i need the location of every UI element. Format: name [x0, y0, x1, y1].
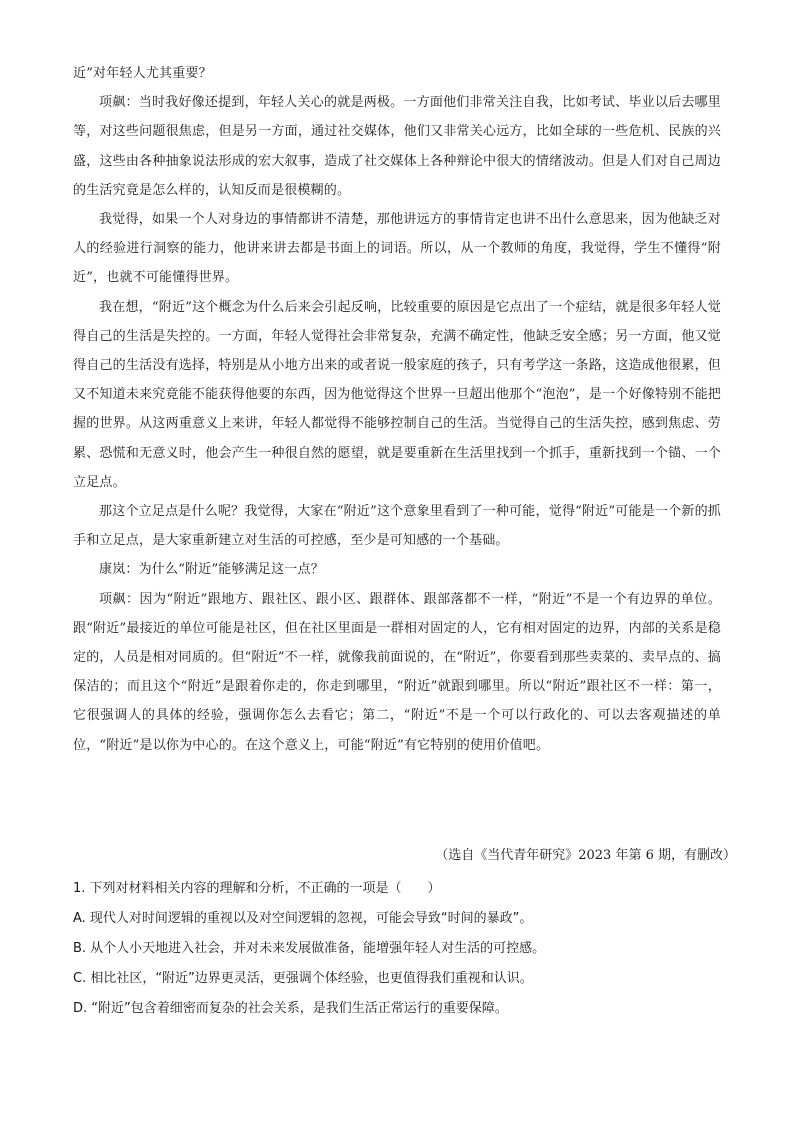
passage-paragraph: 康岚：为什么“附近”能够满足这一点？: [99, 562, 324, 578]
option-b: B. 从个人小天地进入社会，并对未来发展做准备，能增强年轻人对生活的可控感。: [73, 941, 546, 956]
question-stem: 1. 下列对材料相关内容的理解和分析，不正确的一项是（ ）: [73, 881, 441, 896]
passage-paragraph: 近”对年轻人尤其重要？: [73, 66, 212, 81]
option-a: A. 现代人对时间逻辑的重视以及对空间逻辑的忽视，可能会导致“时间的暴政”。: [73, 911, 533, 926]
option-d: D. “附近”包含着细密而复杂的社会关系，是我们生活正常运行的重要保障。: [73, 1001, 508, 1016]
passage-paragraph: 我觉得，如果一个人对身边的事情都讲不清楚，那他讲远方的事情肯定也讲不出什么意思来，因为他缺乏对人的经验进行洞察的能力，他讲来讲去都是书面上的词语。所以，从一个教师的角度，我觉得，学生不懂得“附近”，也就不可能懂得世界。: [73, 212, 721, 286]
question-block: [73, 874, 733, 1024]
passage-paragraph: 项飙：当时我好像还提到，年轻人关心的就是两极。一方面他们非常关注自我，比如考试、毕业以后去哪里等，对这些问题很焦虑，但是另一方面，通过社交媒体，他们又非常关心远方，比如全球的一些危机、民族的兴盛，这些由各种抽象说法形成的宏大叙事，造成了社交媒体上各种辩论中很大的情绪波动。但是人们对自己周边的生活究竟是怎么样的，认知反而是很模糊的。: [73, 95, 721, 198]
reading-passage: [73, 59, 721, 760]
passage-paragraph: 那这个立足点是什么呢？我觉得，大家在“附近”这个意象里看到了一种可能，觉得“附近”可能是一个新的抓手和立足点，是大家重新建立对生活的可控感，至少是可知感的一个基础。: [73, 504, 721, 549]
option-c: C. 相比社区，“附近”边界更灵活，更强调个体经验，也更值得我们重视和认识。: [73, 971, 533, 986]
source-citation: （选自《当代青年研究》2023 年第 6 期，有删改）: [435, 848, 736, 863]
passage-paragraph: 我在想，“附近”这个概念为什么后来会引起反响，比较重要的原因是它点出了一个症结，就是很多年轻人觉得自己的生活是失控的。一方面，年轻人觉得社会非常复杂，充满不确定性，他缺乏安全感；另一方面，他又觉得自己的生活没有选择，特别是从小地方出来的或者说一般家庭的孩子，只有考学这一条路，这造成他很累，但又不知道未来究竟能不能获得他要的东西，因为他觉得这个世界一旦超出他那个“泡泡”，是一个好像特别不能把握的世界。从这两重意义上来讲，年轻人都觉得不能够控制自己的生活。当觉得自己的生活失控，感到焦虑、劳累、恐慌和无意义时，他会产生一种很自然的愿望，就是要重新在生活里找到一个抓手，重新找到一个锚、一个立足点。: [73, 299, 721, 490]
passage-paragraph: 项飙：因为“附近”跟地方、跟社区、跟小区、跟群体、跟部落都不一样，“附近”不是一个有边界的单位。跟“附近”最接近的单位可能是社区，但在社区里面是一群相对固定的人，它有相对固定的边界，内部的关系是稳定的，人员是相对同质的。但“附近”不一样，就像我前面说的，在“附近”，你要看到那些卖菜的、卖早点的、搞保洁的；而且这个“附近”是跟着你走的，你走到哪里，“附近”就跟到哪里。所以“附近”跟社区不一样：第一，它很强调人的具体的经验，强调你怎么去看它；第二，“附近”不是一个可以行政化的、可以去客观描述的单位，“附近”是以你为中心的。在这个意义上，可能“附近”有它特别的使用价值吧。: [73, 591, 721, 753]
